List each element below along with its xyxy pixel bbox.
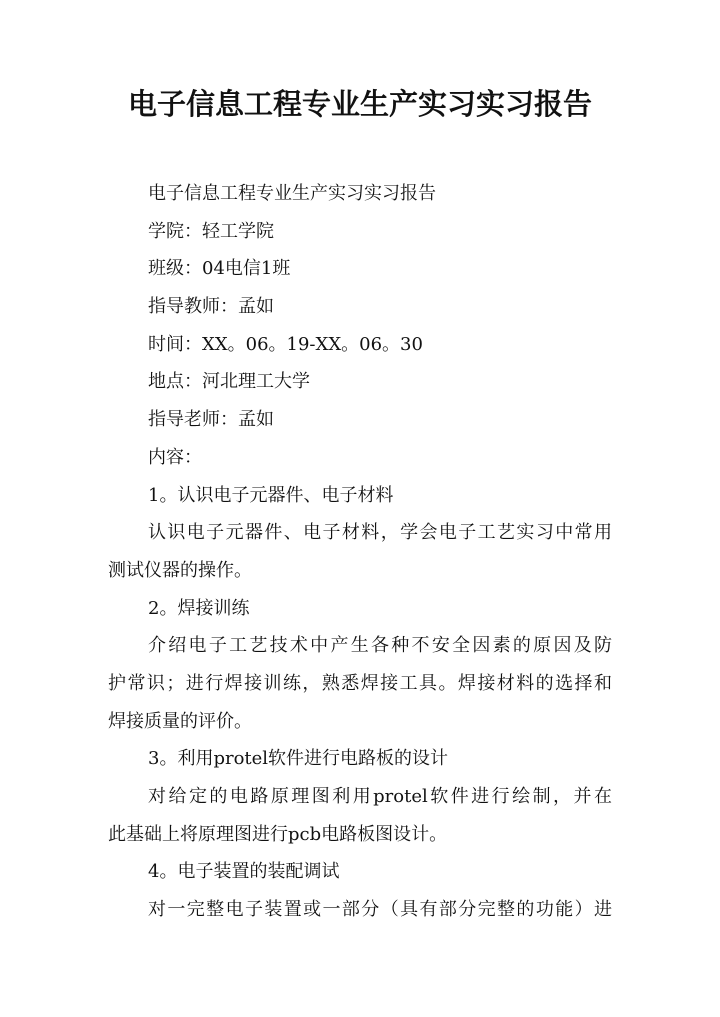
- section-3-paragraph-line-1: 对给定的电路原理图利用protel软件进行绘制，并在: [148, 786, 612, 807]
- location-line: 地点：河北理工大学: [148, 371, 310, 392]
- instructor-line: 指导教师：孟如: [148, 296, 274, 317]
- section-1-paragraph-line-2: 测试仪器的操作。: [108, 560, 252, 581]
- section-3-paragraph-line-2: 此基础上将原理图进行pcb电路板图设计。: [108, 824, 448, 845]
- section-4-paragraph-line-1: 对一完整电子装置或一部分（具有部分完整的功能）进: [148, 899, 612, 920]
- section-1-heading: 1。认识电子元器件、电子材料: [148, 485, 394, 506]
- section-1-paragraph-line-1: 认识电子元器件、电子材料，学会电子工艺实习中常用: [148, 522, 612, 543]
- section-3-heading: 3。利用protel软件进行电路板的设计: [148, 748, 449, 769]
- section-4-heading: 4。电子装置的装配调试: [148, 861, 340, 882]
- document-title: 电子信息工程专业生产实习实习报告: [127, 87, 592, 121]
- college-line: 学院：轻工学院: [148, 221, 274, 242]
- advisor-line: 指导老师：孟如: [148, 409, 274, 430]
- time-line: 时间：XX。06。19-XX。06。30: [148, 334, 423, 355]
- section-2-paragraph-line-2: 护常识；进行焊接训练，熟悉焊接工具。焊接材料的选择和: [108, 673, 612, 694]
- content-heading: 内容：: [148, 447, 202, 468]
- report-subtitle: 电子信息工程专业生产实习实习报告: [148, 183, 436, 204]
- section-2-heading: 2。焊接训练: [148, 598, 250, 619]
- section-2-paragraph-line-3: 焊接质量的评价。: [108, 711, 252, 732]
- class-line: 班级：04电信1班: [148, 258, 291, 279]
- section-2-paragraph-line-1: 介绍电子工艺技术中产生各种不安全因素的原因及防: [148, 635, 612, 656]
